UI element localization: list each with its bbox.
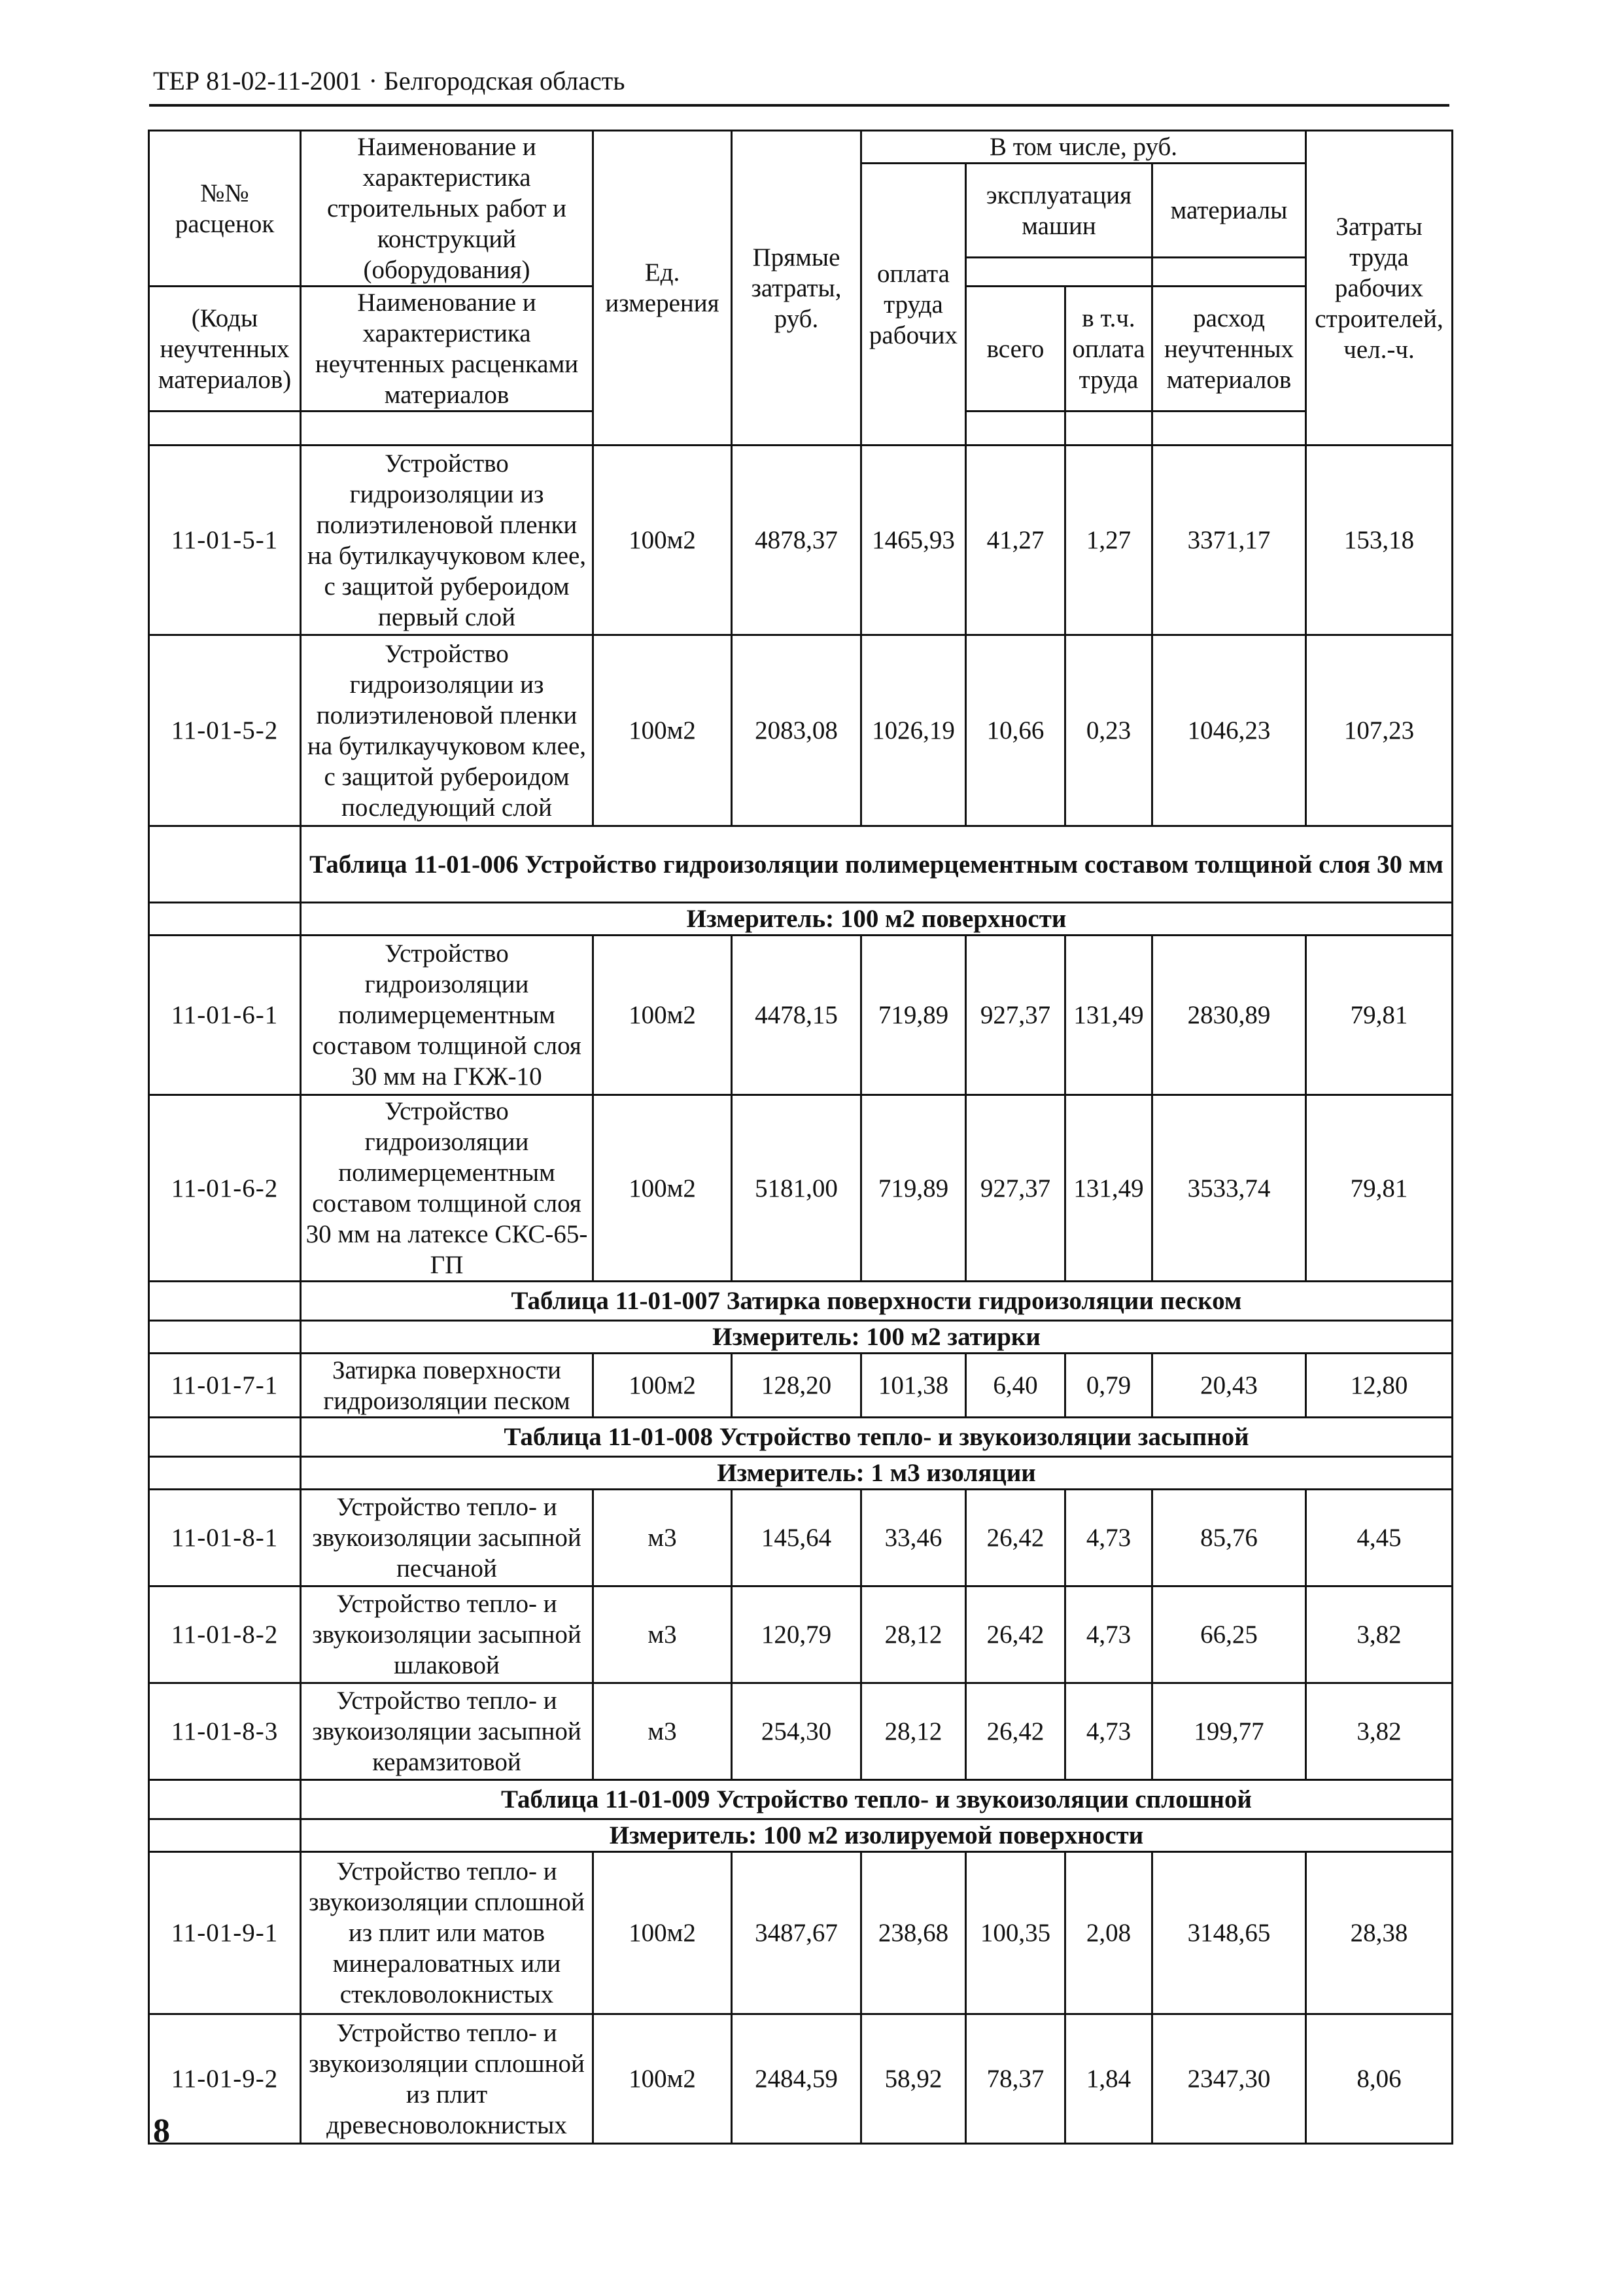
rate-direct: 4878,37	[732, 446, 861, 635]
rate-machines: 26,42	[966, 1586, 1065, 1683]
rate-machines: 78,37	[966, 2014, 1065, 2144]
rate-materials: 66,25	[1152, 1586, 1306, 1683]
rate-name: Устройство тепло- и звукоизоляции засыпной шлаковой	[301, 1586, 593, 1683]
col-head-materials-alt: расход неучтенных материалов	[1152, 287, 1306, 412]
rate-unit: 100м2	[593, 936, 732, 1095]
rate-code: 11-01-9-2	[149, 2014, 301, 2144]
table-row	[149, 1354, 1453, 1418]
rate-machines: 41,27	[966, 446, 1065, 635]
header-gap	[966, 412, 1065, 446]
section-meter: Измеритель: 1 м3 изоляции	[301, 1457, 1453, 1490]
rate-unit: 100м2	[593, 635, 732, 826]
rate-unit: 100м2	[593, 1354, 732, 1418]
rate-machines: 927,37	[966, 1095, 1065, 1282]
table-row	[149, 1683, 1453, 1780]
rate-direct: 4478,15	[732, 936, 861, 1095]
rate-labor-pay: 719,89	[861, 936, 966, 1095]
rate-materials: 199,77	[1152, 1683, 1306, 1780]
section-meter: Измеритель: 100 м2 изолируемой поверхности	[301, 1819, 1453, 1852]
materials-spacer	[1152, 258, 1306, 287]
rate-labor-pay: 33,46	[861, 1490, 966, 1586]
rate-name: Устройство гидроизоляции из полиэтиленовой пленки на бутилкаучуковом клее, с защитой рубероидом первый слой	[301, 446, 593, 635]
col-head-code-alt: (Коды неучтенных материалов)	[149, 287, 301, 412]
rate-direct: 145,64	[732, 1490, 861, 1586]
col-head-name: Наименование и характеристика строительных работ и конструкций (оборудования)	[301, 131, 593, 287]
rate-labor-pay: 238,68	[861, 1852, 966, 2014]
section-blank	[149, 903, 301, 936]
rate-code: 11-01-8-2	[149, 1586, 301, 1683]
rate-labor: 3,82	[1306, 1683, 1453, 1780]
rate-name: Затирка поверхности гидроизоляции песком	[301, 1354, 593, 1418]
rate-materials: 3148,65	[1152, 1852, 1306, 2014]
rate-labor-pay: 28,12	[861, 1586, 966, 1683]
rate-name: Устройство тепло- и звукоизоляции засыпной песчаной	[301, 1490, 593, 1586]
rate-name: Устройство тепло- и звукоизоляции сплошной из плит или матов минераловатных или стекловолокнистых	[301, 1852, 593, 2014]
rate-name: Устройство тепло- и звукоизоляции засыпной керамзитовой	[301, 1683, 593, 1780]
rates-table	[148, 130, 1453, 2145]
rate-machines-pay: 131,49	[1065, 1095, 1152, 1282]
rate-unit: м3	[593, 1586, 732, 1683]
machines-spacer	[966, 258, 1152, 287]
section-title: Таблица 11-01-007 Затирка поверхности гидроизоляции песком	[301, 1282, 1453, 1321]
header-gap	[1152, 412, 1306, 446]
header-gap	[301, 412, 593, 446]
col-head-unit: Ед. измерения	[593, 131, 732, 446]
section-blank	[149, 1418, 301, 1457]
rate-name: Устройство тепло- и звукоизоляции сплошной из плит древесноволокнистых	[301, 2014, 593, 2144]
section-meter: Измеритель: 100 м2 затирки	[301, 1321, 1453, 1354]
rate-unit: 100м2	[593, 1095, 732, 1282]
rate-labor: 8,06	[1306, 2014, 1453, 2144]
table-row	[149, 446, 1453, 635]
rate-machines: 26,42	[966, 1490, 1065, 1586]
rate-materials: 1046,23	[1152, 635, 1306, 826]
rate-machines-pay: 4,73	[1065, 1586, 1152, 1683]
rate-materials: 2347,30	[1152, 2014, 1306, 2144]
rate-direct: 2083,08	[732, 635, 861, 826]
col-head-labor: Затраты труда рабочих строителей, чел.-ч.	[1306, 131, 1453, 446]
rate-materials: 2830,89	[1152, 936, 1306, 1095]
rate-code: 11-01-6-2	[149, 1095, 301, 1282]
rate-code: 11-01-8-3	[149, 1683, 301, 1780]
rate-name: Устройство гидроизоляции из полиэтиленовой пленки на бутилкаучуковом клее, с защитой рубероидом последующий слой	[301, 635, 593, 826]
rate-code: 11-01-5-2	[149, 635, 301, 826]
section-blank	[149, 1282, 301, 1321]
rate-machines-pay: 0,23	[1065, 635, 1152, 826]
header-gap	[1065, 412, 1152, 446]
col-head-materials: материалы	[1152, 164, 1306, 258]
col-head-code: №№ расценок	[149, 131, 301, 287]
col-head-machines-incl: в т.ч. оплата труда	[1065, 287, 1152, 412]
rate-unit: 100м2	[593, 2014, 732, 2144]
rate-name: Устройство гидроизоляции полимерцементным составом толщиной слоя 30 мм на ГКЖ-10	[301, 936, 593, 1095]
col-head-machines: эксплуатация машин	[966, 164, 1152, 258]
rate-machines-pay: 4,73	[1065, 1490, 1152, 1586]
section-blank	[149, 826, 301, 903]
rate-code: 11-01-8-1	[149, 1490, 301, 1586]
rate-machines-pay: 131,49	[1065, 936, 1152, 1095]
rate-labor-pay: 1026,19	[861, 635, 966, 826]
rate-machines-pay: 1,27	[1065, 446, 1152, 635]
rate-labor: 107,23	[1306, 635, 1453, 826]
rate-direct: 120,79	[732, 1586, 861, 1683]
header-gap	[149, 412, 301, 446]
rate-labor-pay: 101,38	[861, 1354, 966, 1418]
rate-machines: 6,40	[966, 1354, 1065, 1418]
rate-machines-pay: 2,08	[1065, 1852, 1152, 2014]
table-row	[149, 936, 1453, 1095]
rate-materials: 20,43	[1152, 1354, 1306, 1418]
rate-code: 11-01-5-1	[149, 446, 301, 635]
rate-direct: 2484,59	[732, 2014, 861, 2144]
rate-labor: 79,81	[1306, 1095, 1453, 1282]
rate-machines-pay: 0,79	[1065, 1354, 1152, 1418]
table-row	[149, 1586, 1453, 1683]
col-head-direct: Прямые затраты, руб.	[732, 131, 861, 446]
rate-machines-pay: 1,84	[1065, 2014, 1152, 2144]
col-head-name-alt: Наименование и характеристика неучтенных расценками материалов	[301, 287, 593, 412]
rate-machines: 26,42	[966, 1683, 1065, 1780]
section-blank	[149, 1457, 301, 1490]
table-row	[149, 635, 1453, 826]
page-number: 8	[153, 2112, 170, 2150]
table-row	[149, 1490, 1453, 1586]
section-title: Таблица 11-01-006 Устройство гидроизоляции полимерцементным составом толщиной слоя 30 мм	[301, 826, 1453, 903]
section-title: Таблица 11-01-008 Устройство тепло- и звукоизоляции засыпной	[301, 1418, 1453, 1457]
rate-machines: 10,66	[966, 635, 1065, 826]
rate-unit: 100м2	[593, 446, 732, 635]
rate-labor: 153,18	[1306, 446, 1453, 635]
rate-labor: 12,80	[1306, 1354, 1453, 1418]
table-row	[149, 2014, 1453, 2144]
rate-direct: 128,20	[732, 1354, 861, 1418]
col-head-labor-pay: оплата труда рабочих	[861, 164, 966, 446]
table-row	[149, 1095, 1453, 1282]
section-blank	[149, 1819, 301, 1852]
rate-unit: 100м2	[593, 1852, 732, 2014]
rate-direct: 254,30	[732, 1683, 861, 1780]
rate-labor: 3,82	[1306, 1586, 1453, 1683]
section-meter: Измеритель: 100 м2 поверхности	[301, 903, 1453, 936]
rate-labor: 79,81	[1306, 936, 1453, 1095]
rate-labor-pay: 28,12	[861, 1683, 966, 1780]
rate-code: 11-01-9-1	[149, 1852, 301, 2014]
rate-unit: м3	[593, 1490, 732, 1586]
section-blank	[149, 1780, 301, 1819]
rate-machines-pay: 4,73	[1065, 1683, 1152, 1780]
rate-machines: 927,37	[966, 936, 1065, 1095]
rate-materials: 85,76	[1152, 1490, 1306, 1586]
rate-materials: 3533,74	[1152, 1095, 1306, 1282]
rate-labor-pay: 1465,93	[861, 446, 966, 635]
rate-labor-pay: 719,89	[861, 1095, 966, 1282]
rate-machines: 100,35	[966, 1852, 1065, 2014]
rate-labor: 4,45	[1306, 1490, 1453, 1586]
col-head-machines-total: всего	[966, 287, 1065, 412]
col-head-incl: В том числе, руб.	[861, 131, 1306, 164]
rate-direct: 3487,67	[732, 1852, 861, 2014]
section-title: Таблица 11-01-009 Устройство тепло- и звукоизоляции сплошной	[301, 1780, 1453, 1819]
rate-labor-pay: 58,92	[861, 2014, 966, 2144]
rate-direct: 5181,00	[732, 1095, 861, 1282]
rate-materials: 3371,17	[1152, 446, 1306, 635]
document-header-title: ТЕР 81-02-11-2001 · Белгородская область	[153, 66, 625, 96]
rate-labor: 28,38	[1306, 1852, 1453, 2014]
rate-unit: м3	[593, 1683, 732, 1780]
rate-code: 11-01-6-1	[149, 936, 301, 1095]
rate-name: Устройство гидроизоляции полимерцементным составом толщиной слоя 30 мм на латексе СКС-65-ГП	[301, 1095, 593, 1282]
rate-code: 11-01-7-1	[149, 1354, 301, 1418]
table-row	[149, 1852, 1453, 2014]
header-rule	[149, 104, 1449, 107]
section-blank	[149, 1321, 301, 1354]
